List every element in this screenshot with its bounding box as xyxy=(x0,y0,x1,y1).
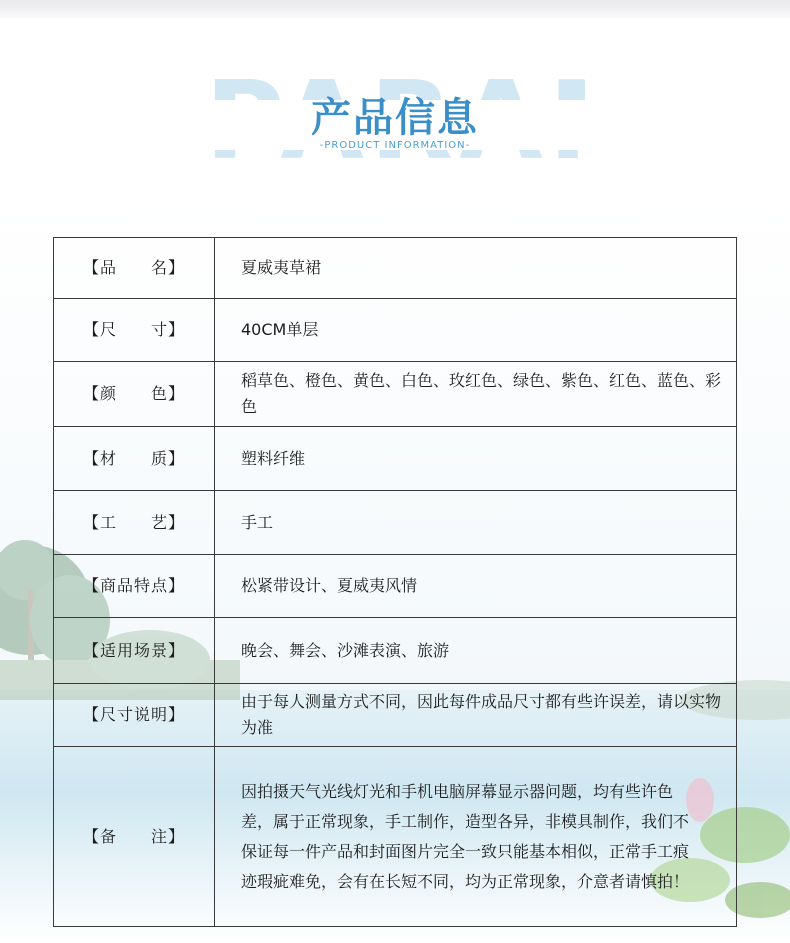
product-info-table xyxy=(53,237,737,927)
row-value: 稻草色、橙色、黄色、白色、玫红色、绿色、紫色、红色、蓝色、彩色 xyxy=(215,362,737,427)
table-row xyxy=(54,362,737,427)
row-label: 【适用场景】 xyxy=(54,618,215,684)
table-row xyxy=(54,427,737,491)
table-row xyxy=(54,684,737,747)
table-row xyxy=(54,491,737,555)
page-subtitle: -PRODUCT INFORMATION- xyxy=(319,140,471,151)
table-row xyxy=(54,299,737,362)
page-title: 产品信息 xyxy=(311,95,479,141)
row-label: 【工 艺】 xyxy=(54,491,215,555)
row-label: 【商品特点】 xyxy=(54,555,215,618)
row-value: 塑料纤维 xyxy=(215,427,737,491)
row-label: 【材 质】 xyxy=(54,427,215,491)
table-row xyxy=(54,618,737,684)
row-value: 夏威夷草裙 xyxy=(215,238,737,299)
row-value: 手工 xyxy=(215,491,737,555)
row-value: 由于每人测量方式不同，因此每件成品尺寸都有些许误差，请以实物为准 xyxy=(215,684,737,747)
row-label: 【尺 寸】 xyxy=(54,299,215,362)
table-row xyxy=(54,747,737,927)
table-row xyxy=(54,238,737,299)
table-row xyxy=(54,555,737,618)
row-value: 晚会、舞会、沙滩表演、旅游 xyxy=(215,618,737,684)
row-label: 【颜 色】 xyxy=(54,362,215,427)
row-value: 松紧带设计、夏威夷风情 xyxy=(215,555,737,618)
row-label-note: 【备 注】 xyxy=(54,747,215,927)
row-label: 【尺寸说明】 xyxy=(54,684,215,747)
row-value-note: 因拍摄天气光线灯光和手机电脑屏幕显示器问题，均有些许色差，属于正常现象，手工制作，造型各异，非模具制作，我们不保证每一件产品和封面图片完全一致只能基本相似，正常手工痕迹瑕疵难免，会有在长短不同，均为正常现象，介意者请慎拍！ xyxy=(215,747,737,927)
row-label: 【品 名】 xyxy=(54,238,215,299)
row-value: 40CM单层 xyxy=(215,299,737,362)
